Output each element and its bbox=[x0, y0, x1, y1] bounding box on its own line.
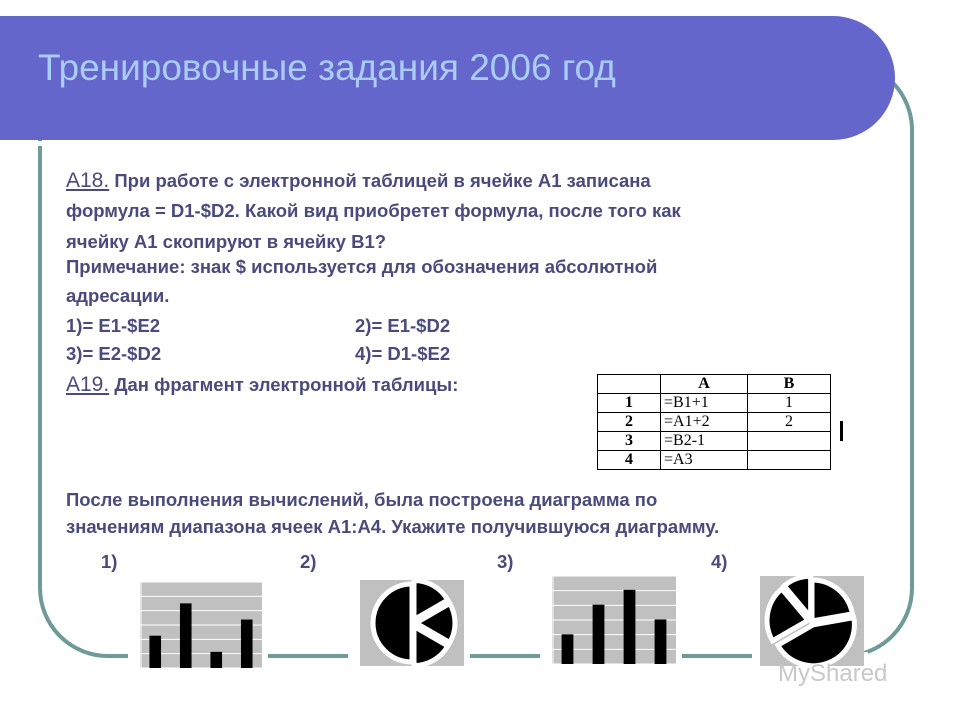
cell-b2: 2 bbox=[748, 413, 831, 432]
pie-chart-4 bbox=[760, 576, 864, 666]
bar-3 bbox=[210, 652, 222, 668]
bar-2 bbox=[593, 605, 605, 664]
column-header-b: B bbox=[748, 375, 831, 394]
a18-option-4: 4)= D1-$E2 bbox=[355, 343, 451, 364]
watermark: MyShared bbox=[778, 660, 888, 687]
row-header: 2 bbox=[598, 413, 661, 432]
bar-1 bbox=[149, 636, 161, 668]
bar-4 bbox=[241, 620, 253, 668]
bar-chart-1 bbox=[140, 582, 262, 668]
slide-title: Тренировочные задания 2006 год bbox=[38, 47, 616, 88]
bar-3 bbox=[624, 590, 636, 664]
cell-border-mark bbox=[840, 421, 843, 441]
cell-b4 bbox=[748, 451, 831, 470]
title-underline bbox=[0, 141, 848, 146]
cell-a2: =A1+2 bbox=[661, 413, 748, 432]
cell-b1: 1 bbox=[748, 394, 831, 413]
answer-label-1: 1) bbox=[101, 551, 118, 572]
bar-1 bbox=[562, 634, 574, 664]
answer-label-4: 4) bbox=[711, 551, 728, 572]
a19-text: Дан фрагмент электронной таблицы: bbox=[114, 374, 459, 395]
bar-4 bbox=[655, 620, 667, 664]
a18-line1 bbox=[66, 170, 651, 191]
cell-a1: =B1+1 bbox=[661, 394, 748, 413]
pie-chart-2 bbox=[360, 580, 464, 666]
a18-line2: формула = D1-$D2. Какой вид приобретет формула, после того как bbox=[66, 200, 681, 221]
bar-2 bbox=[180, 603, 192, 668]
a19-line bbox=[66, 374, 458, 395]
a18-option-2: 2)= E1-$D2 bbox=[355, 315, 451, 336]
cell-a3: =B2-1 bbox=[661, 432, 748, 451]
cell-b3 bbox=[748, 432, 831, 451]
a18-line3: ячейку А1 скопируют в ячейку В1? bbox=[66, 231, 387, 252]
a18-option-1: 1)= E1-$E2 bbox=[66, 315, 161, 336]
row-header: 1 bbox=[598, 394, 661, 413]
slide-frame bbox=[38, 60, 914, 658]
answer-label-3: 3) bbox=[497, 551, 514, 572]
a18-label: А18. bbox=[66, 169, 110, 192]
corner-cell bbox=[598, 375, 661, 394]
cell-a4: =A3 bbox=[661, 451, 748, 470]
a19-after-line2: значениям диапазона ячеек А1:А4. Укажите получившуюся диаграмму. bbox=[66, 516, 720, 537]
answer-label-2: 2) bbox=[300, 551, 317, 572]
a18-note1: Примечание: знак $ используется для обозначения абсолютной bbox=[66, 256, 658, 277]
spreadsheet-fragment bbox=[597, 374, 831, 470]
column-header-a: A bbox=[661, 375, 748, 394]
row-header: 3 bbox=[598, 432, 661, 451]
a18-option-3: 3)= E2-$D2 bbox=[66, 343, 162, 364]
a19-label: А19. bbox=[66, 373, 110, 396]
a18-note2: адресации. bbox=[66, 285, 170, 306]
row-header: 4 bbox=[598, 451, 661, 470]
bar-chart-3 bbox=[552, 576, 676, 664]
a18-line1-text: При работе с электронной таблицей в ячейке А1 записана bbox=[114, 170, 651, 191]
a19-after-line1: После выполнения вычислений, была построена диаграмма по bbox=[66, 489, 658, 510]
